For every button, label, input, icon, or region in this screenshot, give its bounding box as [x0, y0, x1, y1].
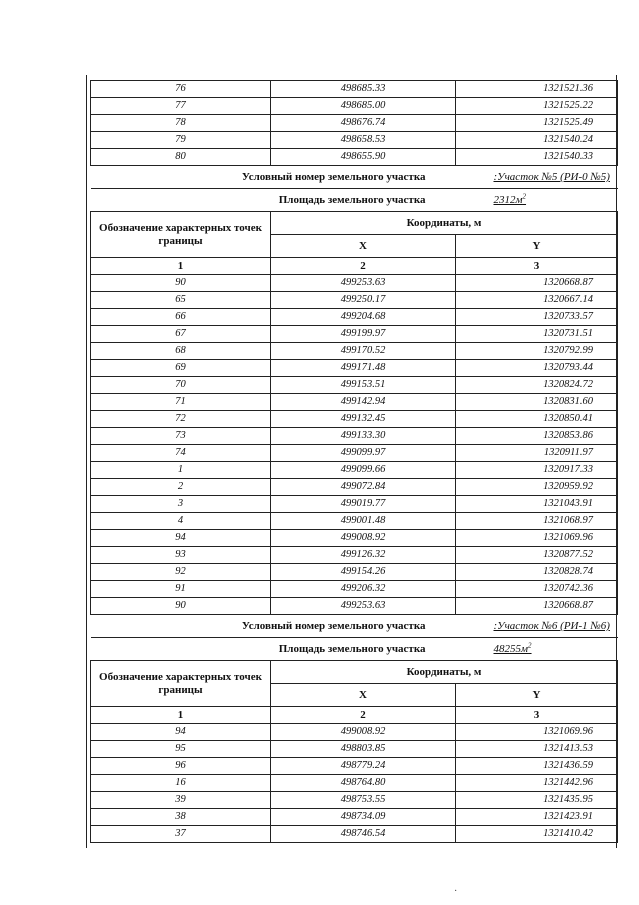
- points-column-header: Обозначение характерных точек границы: [91, 212, 271, 258]
- x-coordinate-cell: 499199.97: [271, 326, 456, 343]
- y-coordinate-cell: 1320668.87: [456, 275, 618, 292]
- y-coordinate-cell: 1320831.60: [456, 394, 618, 411]
- point-id-cell: 66: [91, 309, 271, 326]
- point-id-cell: 94: [91, 724, 271, 741]
- y-column-header: Y: [456, 684, 618, 707]
- x-coordinate-cell: 499206.32: [271, 581, 456, 598]
- x-coordinate-cell: 498685.00: [271, 98, 456, 115]
- x-coordinate-cell: 498779.24: [271, 758, 456, 775]
- x-coordinate-cell: 499132.45: [271, 411, 456, 428]
- y-coordinate-cell: 1321521.36: [456, 81, 618, 98]
- header-row: [91, 212, 618, 235]
- y-coordinate-cell: 1321435.95: [456, 792, 618, 809]
- y-coordinate-cell: 1321525.49: [456, 115, 618, 132]
- point-id-cell: 72: [91, 411, 271, 428]
- table-row: [91, 377, 618, 394]
- y-coordinate-cell: 1320668.87: [456, 598, 618, 615]
- x-coordinate-cell: 499170.52: [271, 343, 456, 360]
- table-row: [91, 462, 618, 479]
- table-row: [91, 741, 618, 758]
- point-id-cell: 94: [91, 530, 271, 547]
- column-number-2: 2: [271, 258, 456, 275]
- table-row: [91, 530, 618, 547]
- y-coordinate-cell: 1320667.14: [456, 292, 618, 309]
- parcel-area-row: [91, 638, 618, 661]
- table-row: [91, 98, 618, 115]
- point-id-cell: 77: [91, 98, 271, 115]
- column-number-2: 2: [271, 707, 456, 724]
- y-coordinate-cell: 1320853.86: [456, 428, 618, 445]
- y-coordinate-cell: 1320792.99: [456, 343, 618, 360]
- table-row: [91, 326, 618, 343]
- parcel-number-value: :Участок №6 (РИ-1 №6): [456, 615, 618, 638]
- y-coordinate-cell: 1320877.52: [456, 547, 618, 564]
- parcel-area-label: Площадь земельного участка: [91, 189, 456, 212]
- x-coordinate-cell: 498734.09: [271, 809, 456, 826]
- x-coordinate-cell: 498753.55: [271, 792, 456, 809]
- table-row: [91, 394, 618, 411]
- table-row: [91, 411, 618, 428]
- point-id-cell: 68: [91, 343, 271, 360]
- x-coordinate-cell: 498764.80: [271, 775, 456, 792]
- page-mark: ·: [454, 886, 458, 897]
- y-coordinate-cell: 1320742.36: [456, 581, 618, 598]
- x-coordinate-cell: 498685.33: [271, 81, 456, 98]
- point-id-cell: 39: [91, 792, 271, 809]
- point-id-cell: 37: [91, 826, 271, 843]
- x-coordinate-cell: 498655.90: [271, 149, 456, 166]
- point-id-cell: 91: [91, 581, 271, 598]
- point-id-cell: 90: [91, 275, 271, 292]
- point-id-cell: 69: [91, 360, 271, 377]
- parcel-number-value: :Участок №5 (РИ-0 №5): [456, 166, 618, 189]
- area-number: 48255м: [493, 643, 529, 655]
- y-coordinate-cell: 1320824.72: [456, 377, 618, 394]
- x-coordinate-cell: 499204.68: [271, 309, 456, 326]
- x-coordinate-cell: 499099.66: [271, 462, 456, 479]
- table-row: [91, 428, 618, 445]
- y-coordinate-cell: 1321043.91: [456, 496, 618, 513]
- point-id-cell: 93: [91, 547, 271, 564]
- y-coordinate-cell: 1321423.91: [456, 809, 618, 826]
- table-row: [91, 275, 618, 292]
- table-row: [91, 496, 618, 513]
- y-coordinate-cell: 1321540.33: [456, 149, 618, 166]
- x-coordinate-cell: 499008.92: [271, 724, 456, 741]
- y-coordinate-cell: 1320731.51: [456, 326, 618, 343]
- point-id-cell: 76: [91, 81, 271, 98]
- parcel-number-row: [91, 615, 618, 638]
- point-id-cell: 2: [91, 479, 271, 496]
- point-id-cell: 16: [91, 775, 271, 792]
- table-row: [91, 724, 618, 741]
- x-coordinate-cell: 499072.84: [271, 479, 456, 496]
- x-coordinate-cell: 498803.85: [271, 741, 456, 758]
- x-column-header: X: [271, 235, 456, 258]
- area-unit-power: 2: [528, 641, 532, 650]
- coordinates-column-header: Координаты, м: [271, 661, 618, 684]
- area-unit-power: 2: [522, 192, 527, 201]
- parcel-area-value: [456, 638, 618, 661]
- point-id-cell: 80: [91, 149, 271, 166]
- table-row: [91, 115, 618, 132]
- x-coordinate-cell: 499008.92: [271, 530, 456, 547]
- y-coordinate-cell: 1321540.24: [456, 132, 618, 149]
- table-row: [91, 826, 618, 843]
- table-row: [91, 758, 618, 775]
- x-coordinate-cell: 499001.48: [271, 513, 456, 530]
- x-coordinate-cell: 499154.26: [271, 564, 456, 581]
- table-row: [91, 479, 618, 496]
- table-row: [91, 547, 618, 564]
- point-id-cell: 96: [91, 758, 271, 775]
- x-coordinate-cell: 499153.51: [271, 377, 456, 394]
- x-coordinate-cell: 499171.48: [271, 360, 456, 377]
- table-row: [91, 809, 618, 826]
- point-id-cell: 65: [91, 292, 271, 309]
- y-coordinate-cell: 1320959.92: [456, 479, 618, 496]
- point-id-cell: 38: [91, 809, 271, 826]
- point-id-cell: 73: [91, 428, 271, 445]
- column-number-1: 1: [91, 258, 271, 275]
- table-row: [91, 292, 618, 309]
- y-coordinate-cell: 1321525.22: [456, 98, 618, 115]
- parcel-number-label: Условный номер земельного участка: [91, 615, 456, 638]
- y-coordinate-cell: 1321410.42: [456, 826, 618, 843]
- y-coordinate-cell: 1321068.97: [456, 513, 618, 530]
- area-number: 2312м: [493, 194, 523, 206]
- y-coordinate-cell: 1321069.96: [456, 530, 618, 547]
- point-id-cell: 71: [91, 394, 271, 411]
- x-coordinate-cell: 499099.97: [271, 445, 456, 462]
- y-coordinate-cell: 1321442.96: [456, 775, 618, 792]
- x-coordinate-cell: 499253.63: [271, 275, 456, 292]
- y-coordinate-cell: 1320793.44: [456, 360, 618, 377]
- point-id-cell: 90: [91, 598, 271, 615]
- x-coordinate-cell: 499133.30: [271, 428, 456, 445]
- point-id-cell: 78: [91, 115, 271, 132]
- parcel-area-label: Площадь земельного участка: [91, 638, 456, 661]
- x-coordinate-cell: 499142.94: [271, 394, 456, 411]
- table-row: [91, 149, 618, 166]
- x-column-header: X: [271, 684, 456, 707]
- points-column-header: Обозначение характерных точек границы: [91, 661, 271, 707]
- x-coordinate-cell: 499253.63: [271, 598, 456, 615]
- point-id-cell: 4: [91, 513, 271, 530]
- column-number-1: 1: [91, 707, 271, 724]
- table-row: [91, 598, 618, 615]
- y-coordinate-cell: 1320850.41: [456, 411, 618, 428]
- y-coordinate-cell: 1320917.33: [456, 462, 618, 479]
- x-coordinate-cell: 498746.54: [271, 826, 456, 843]
- x-coordinate-cell: 499019.77: [271, 496, 456, 513]
- column-number-row: [91, 707, 618, 724]
- point-id-cell: 92: [91, 564, 271, 581]
- point-id-cell: 95: [91, 741, 271, 758]
- table-row: [91, 792, 618, 809]
- point-id-cell: 1: [91, 462, 271, 479]
- x-coordinate-cell: 499250.17: [271, 292, 456, 309]
- coordinates-column-header: Координаты, м: [271, 212, 618, 235]
- table-row: [91, 513, 618, 530]
- x-coordinate-cell: 498658.53: [271, 132, 456, 149]
- coordinates-table: [90, 80, 618, 843]
- y-coordinate-cell: 1321436.59: [456, 758, 618, 775]
- y-coordinate-cell: 1321413.53: [456, 741, 618, 758]
- table-row: [91, 581, 618, 598]
- parcel-number-row: [91, 166, 618, 189]
- x-coordinate-cell: 498676.74: [271, 115, 456, 132]
- parcel-area-value: [456, 189, 618, 212]
- y-coordinate-cell: 1321069.96: [456, 724, 618, 741]
- coordinates-table-wrapper: [90, 80, 617, 843]
- left-margin-line: [86, 75, 87, 848]
- header-row: [91, 661, 618, 684]
- y-coordinate-cell: 1320911.97: [456, 445, 618, 462]
- point-id-cell: 79: [91, 132, 271, 149]
- y-coordinate-cell: 1320828.74: [456, 564, 618, 581]
- column-number-row: [91, 258, 618, 275]
- parcel-area-row: [91, 189, 618, 212]
- table-row: [91, 445, 618, 462]
- table-row: [91, 132, 618, 149]
- table-row: [91, 81, 618, 98]
- table-row: [91, 564, 618, 581]
- point-id-cell: 74: [91, 445, 271, 462]
- x-coordinate-cell: 499126.32: [271, 547, 456, 564]
- column-number-3: 3: [456, 707, 618, 724]
- y-coordinate-cell: 1320733.57: [456, 309, 618, 326]
- column-number-3: 3: [456, 258, 618, 275]
- point-id-cell: 3: [91, 496, 271, 513]
- table-row: [91, 360, 618, 377]
- point-id-cell: 70: [91, 377, 271, 394]
- y-column-header: Y: [456, 235, 618, 258]
- table-row: [91, 309, 618, 326]
- table-row: [91, 775, 618, 792]
- table-row: [91, 343, 618, 360]
- coordinates-table-body: [91, 81, 618, 843]
- point-id-cell: 67: [91, 326, 271, 343]
- parcel-number-label: Условный номер земельного участка: [91, 166, 456, 189]
